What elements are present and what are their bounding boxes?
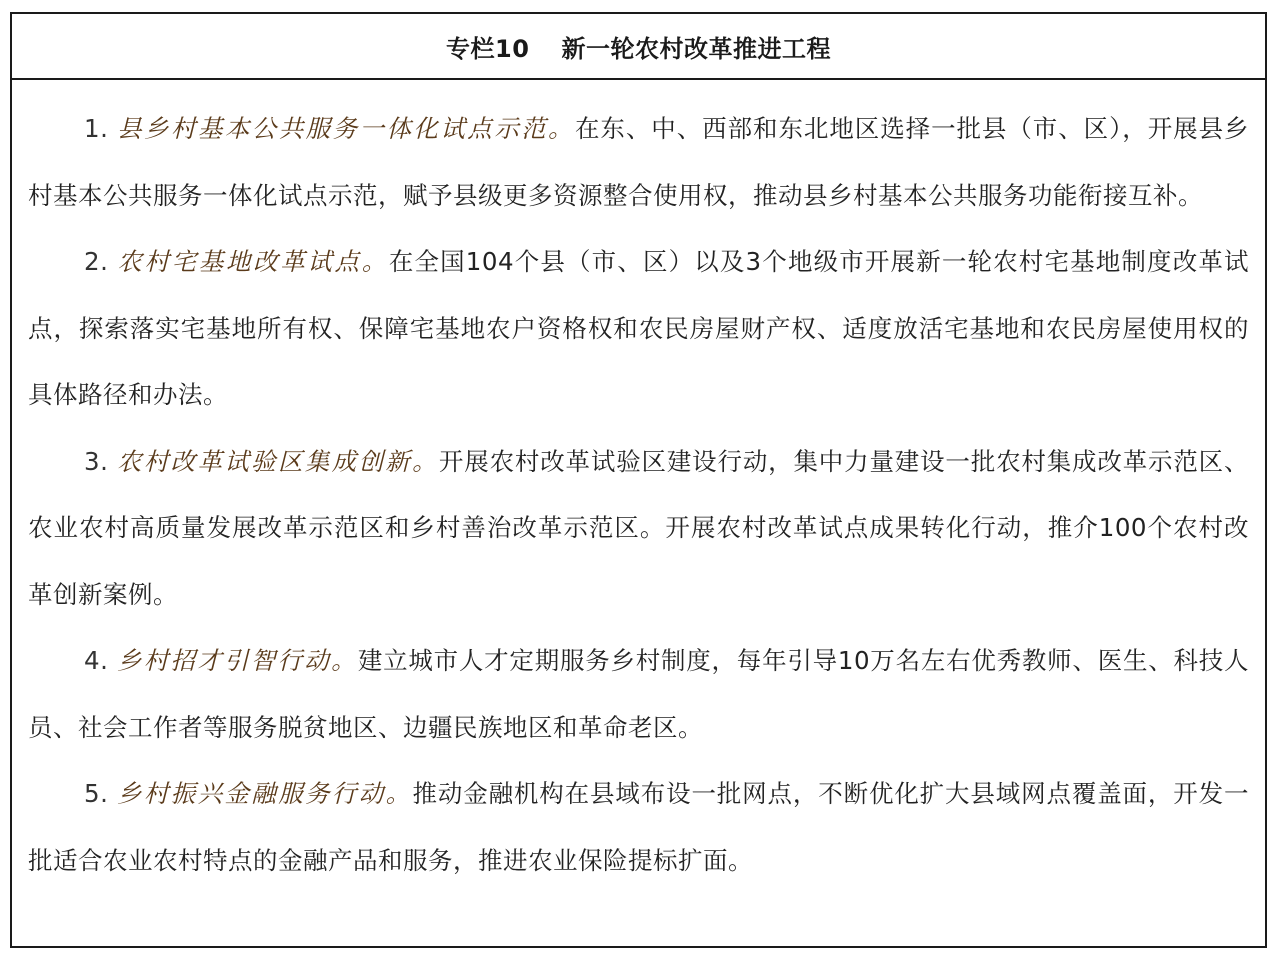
list-item xyxy=(28,96,1249,229)
item-text: 开展农村改革试验区建设行动，集中力量建设一批农村集成改革示范区、农业农村高质量发展改革示范区和乡村善治改革示范区。开展农村改革试点成果转化行动，推介100个农村改革创新案例。 xyxy=(28,446,1250,609)
item-number: 1. xyxy=(84,114,109,143)
item-text: 在全国104个县（市、区）以及3个地级市开展新一轮农村宅基地制度改革试点，探索落实宅基地所有权、保障宅基地农户资格权和农民房屋财产权、适度放活宅基地和农民房屋使用权的具体路径和办法。 xyxy=(28,247,1249,409)
item-number: 3. xyxy=(84,446,109,476)
item-number: 4. xyxy=(84,646,109,675)
item-text: 在东、中、西部和东北地区选择一批县（市、区），开展县乡村基本公共服务一体化试点示范，赋予县级更多资源整合使用权，推动县乡村基本公共服务功能衔接互补。 xyxy=(28,114,1250,210)
item-number: 5. xyxy=(84,779,109,808)
column-body xyxy=(12,80,1265,894)
item-title: 乡村招才引智行动。 xyxy=(116,646,358,675)
column-box xyxy=(10,12,1267,948)
item-title: 农村改革试验区集成创新。 xyxy=(117,446,439,476)
column-title-text: 新一轮农村改革推进工程 xyxy=(561,34,831,63)
column-title xyxy=(446,29,831,64)
list-item xyxy=(28,429,1249,629)
column-header xyxy=(12,14,1265,80)
list-item xyxy=(28,229,1249,429)
list-item xyxy=(28,628,1249,761)
item-text: 建立城市人才定期服务乡村制度，每年引导10万名左右优秀教师、医生、科技人员、社会工作者等服务脱贫地区、边疆民族地区和革命老区。 xyxy=(28,646,1250,742)
item-title: 农村宅基地改革试点。 xyxy=(117,247,389,276)
item-title: 县乡村基本公共服务一体化试点示范。 xyxy=(117,114,575,143)
list-item xyxy=(28,761,1249,894)
item-number: 2. xyxy=(84,247,109,276)
item-title: 乡村振兴金融服务行动。 xyxy=(117,779,413,808)
column-label: 专栏10 xyxy=(446,34,530,63)
item-text: 推动金融机构在县域布设一批网点，不断优化扩大县域网点覆盖面，开发一批适合农业农村特点的金融产品和服务，推进农业保险提标扩面。 xyxy=(28,779,1249,875)
